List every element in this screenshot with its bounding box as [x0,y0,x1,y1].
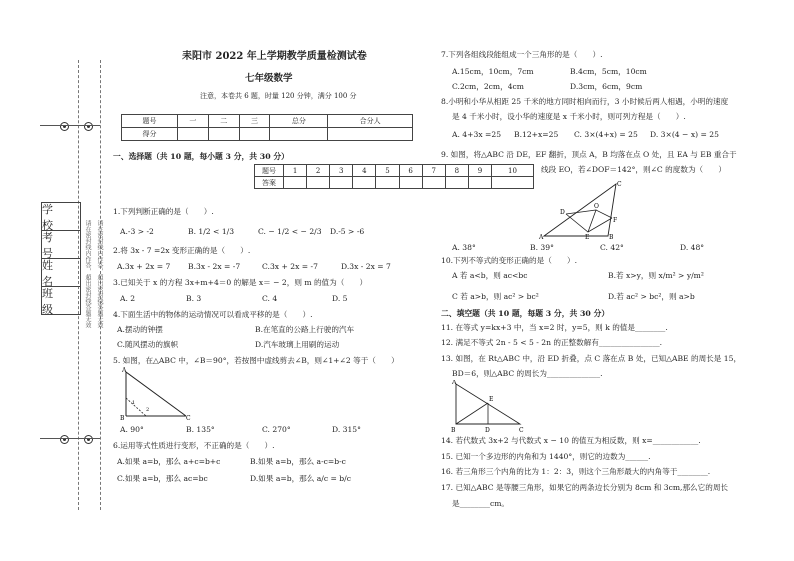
q7-stem: 7.下列各组线段能组成一个三角形的是（ ）. [441,50,603,59]
score-header: 合分人 [328,115,413,128]
q2-option-b: B.3x - 2x = -7 [188,262,241,271]
binding-hole [60,435,69,444]
binding-hole [84,122,93,131]
answer-row-label: 答案 [255,177,284,189]
q5-label-1: 1 [132,400,136,406]
q15-text: 15. 已知一个多边形的内角和为 1440°，则它的边数为______. [441,452,651,461]
q17-line2: 是________cm。 [452,499,510,508]
q9-triangle [544,184,616,236]
q13-line2: BD＝6，则△ABC 的周长为______________. [452,369,603,378]
q9-label-f: F [613,217,618,224]
q9-folded-parts [566,210,612,232]
q9-option-b: B. 39° [530,243,554,252]
answer-number: 7 [422,165,445,177]
q9-stem-line1: 9. 如图，将△ABC 沿 DE，EF 翻折，顶点 A，B 均落在点 O 处，且 EA 与 EB 重合于 [441,150,737,159]
q12-text: 12. 满足不等式 2n - 5 < 5 - 2n 的正整数解有________________. [441,338,663,347]
binding-mark [40,438,100,439]
q5-stem: 5. 如图，在△ABC 中，∠B＝90°，若按图中虚线剪去∠B，则∠1+∠2 等于（ ） [113,356,399,365]
q1-option-b: B. 1/2 < 1/3 [188,227,235,236]
q8-option-a: A. 4+3x =25 [452,130,502,139]
name-field[interactable]: 姓 名 [41,259,81,287]
q13-figure [448,380,528,434]
answer-cell[interactable] [468,177,491,189]
q13-label-a: A [452,380,457,386]
q1-stem: 1.下列判断正确的是（ ）. [113,207,214,216]
q14-text: 14. 若代数式 3x+2 与代数式 x − 10 的值互为相反数，则 x=____________. [441,436,701,445]
q3-option-d: D. 5 [332,294,348,303]
score-header: 题号 [122,115,178,128]
score-header: 总分 [270,115,328,128]
q9-label-b: B [609,234,614,240]
q7-option-a: A.15cm，10cm，7cm [452,67,534,76]
q8-option-c: C. 3×(4+x) = 25 [574,130,638,139]
q17-line1: 17. 已知△ABC 是等腰三角形，如果它的两条边长分别为 8cm 和 3cm,那么它的周长 [441,483,729,492]
binding-warning-text: 请在密封线内作答，超出密封线答题无效 [96,220,103,328]
q9-label-o: O [594,203,599,210]
exam-subtitle: 七年级数学 [245,73,293,84]
answer-number: 8 [445,165,468,177]
q5-edge-ac [126,372,186,416]
answer-number: 1 [284,165,307,177]
q11-text: 11. 在等式 y=kx+3 中，当 x=2 时，y=5，则 k 的值是________. [441,323,668,332]
binding-warning-text: 请在密封线内作答，超出密封线答题无效 [84,220,91,328]
score-row-label: 得分 [122,128,178,141]
q13-label-d: D [485,427,490,434]
q1-option-c: C. − 1/2 < − 2/3 [258,227,322,236]
answer-number: 2 [307,165,330,177]
binding-hole [60,122,69,131]
q5-cut-line [126,398,146,416]
q2-option-a: A.3x + 2x = 7 [117,262,171,271]
q13-label-b: B [451,427,456,434]
q10-option-c: C 若 a>b，则 ac² > bc² [452,292,539,301]
q8-option-d: D. 3×(4 − x) = 25 [650,130,719,139]
class-field[interactable]: 班 级 [41,287,81,315]
q7-option-b: B.4cm，5cm，10cm [570,67,647,76]
answer-cell[interactable] [307,177,330,189]
q4-option-c: C.随风摆动的旗帜 [117,340,179,349]
score-cell[interactable] [178,128,209,141]
q5-label-b: B [120,415,125,422]
q5-label-c: C [186,415,191,422]
q2-stem: 2.将 3x - 7 =2x 变形正确的是（ ）. [113,246,251,255]
q9-label-a: A [539,234,544,240]
school-field[interactable]: 学 校 [41,202,81,231]
q6-option-d: D.如果 a=b，那么 a/c = b/c [250,474,351,483]
q9-label-e: E [585,234,590,240]
q10-stem: 10.下列不等式的变形正确的是（ ）. [441,256,577,265]
q7-option-c: C.2cm，2cm，4cm [452,82,524,91]
score-header: 三 [239,115,270,128]
answer-number: 4 [353,165,376,177]
answer-table [254,164,534,189]
q5-label-a: A [122,367,127,374]
q3-stem: 3.已知关于 x 的方程 3x+m+4＝0 的解是 x＝ − 2，则 m 的值为（ ） [113,278,368,287]
score-cell[interactable] [270,128,328,141]
q16-text: 16. 若三角形三个内角的比为 1：2：3，则这个三角形最大的内角等于________. [441,467,711,476]
score-header: 一 [178,115,209,128]
student-info-boxes [41,202,81,315]
q1-option-a: A.-3 > -2 [120,227,154,236]
q4-stem: 4.下面生活中的物体的运动情况可以看成平移的是（ ）. [113,310,313,319]
q3-option-b: B. 3 [186,294,202,303]
score-header: 二 [208,115,239,128]
exam-number-field[interactable]: 考 号 [41,231,81,259]
q6-option-c: C.如果 a=b，那么 ac=bc [117,474,208,483]
q9-option-d: D. 48° [680,243,705,252]
q4-option-d: D.汽车玻璃上用刷的运动 [255,340,340,349]
q9-option-c: C. 42° [600,243,624,252]
score-cell[interactable] [328,128,413,141]
q10-option-a: A 若 a<b，则 ac<bc [452,271,528,280]
q5-label-2: 2 [146,407,150,413]
answer-number: 5 [376,165,399,177]
section2-heading: 二、填空题（共 10 题，每题 3 分，共 30 分） [441,309,610,318]
q7-option-d: D.3cm，6cm，9cm [570,82,643,91]
exam-title: 耒阳市 2022 年上学期教学质量检测试卷 [182,51,367,62]
q9-stem-line2: 线段 EO，若∠DOF＝142°，则∠C 的度数为（ ） [541,165,726,174]
q8-option-b: B.12+x=25 [514,130,559,139]
q5-option-b: B. 135° [186,425,215,434]
q13-line1: 13. 如图，在 Rt△ABC 中，沿 ED 折叠，点 C 落在点 B 处，已知△ABE 的周长是 15， [441,354,742,363]
q1-option-d: D.-5 > -6 [330,227,365,236]
section1-heading: 一、选择题（共 10 题，每小题 3 分，共 30 分） [113,152,289,161]
answer-cell[interactable] [330,177,353,189]
answer-number: 9 [468,165,491,177]
q10-option-d: D.若 ac² > bc²，则 a>b [608,292,695,301]
answer-cell[interactable] [284,177,307,189]
q8-stem-line1: 8.小明和小华从相距 25 千米的地方同时相向而行，3 小时候后两人相遇，小明的速度 [441,97,729,106]
q5-option-c: C. 270° [262,425,291,434]
q3-option-c: C. 4 [262,294,278,303]
exam-note: 注意，本卷共 6 题，时量 120 分钟，满分 100 分 [200,92,357,100]
q13-label-e: E [489,396,494,403]
answer-number: 10 [491,165,533,177]
answer-cell[interactable] [376,177,399,189]
q2-option-d: D.3x - 2x = 7 [341,262,391,271]
q2-option-c: C.3x + 2x = -7 [262,262,318,271]
q9-figure [538,178,628,240]
q5-option-a: A. 90° [120,425,144,434]
q6-stem: 6.运用等式性质进行变形，不正确的是（ ）. [113,441,275,450]
answer-cell[interactable] [353,177,376,189]
score-table [121,114,413,141]
answer-number: 3 [330,165,353,177]
q5-figure [116,366,196,424]
answer-cell[interactable] [422,177,445,189]
q5-option-d: D. 315° [332,425,361,434]
q8-stem-line2: 是 4 千米小时，设小华的速度是 x 千米小时，则可列方程是（ ）. [452,112,686,121]
score-cell[interactable] [239,128,270,141]
q6-option-a: A.如果 a=b，那么 a+c=b+c [117,457,221,466]
q10-option-b: B.若 x>y，则 x/m² > y/m² [608,271,704,280]
answer-cell[interactable] [399,177,422,189]
answer-number: 6 [399,165,422,177]
q13-label-c: C [519,427,524,434]
q6-option-b: B.如果 a=b，那么 a-c=b-c [250,457,346,466]
q3-option-a: A. 2 [120,294,136,303]
answer-cell[interactable] [445,177,468,189]
q9-label-d: D [560,209,565,216]
q13-segment-be [456,403,488,424]
binding-hole [84,435,93,444]
score-cell[interactable] [208,128,239,141]
binding-mark [40,125,100,126]
q9-label-c: C [617,181,622,188]
q4-option-a: A.摆动的钟摆 [117,325,163,334]
answer-row-label: 题号 [255,165,284,177]
answer-cell[interactable] [491,177,533,189]
q4-option-b: B.在笔直的公路上行驶的汽车 [255,325,355,334]
q9-option-a: A. 38° [452,243,476,252]
